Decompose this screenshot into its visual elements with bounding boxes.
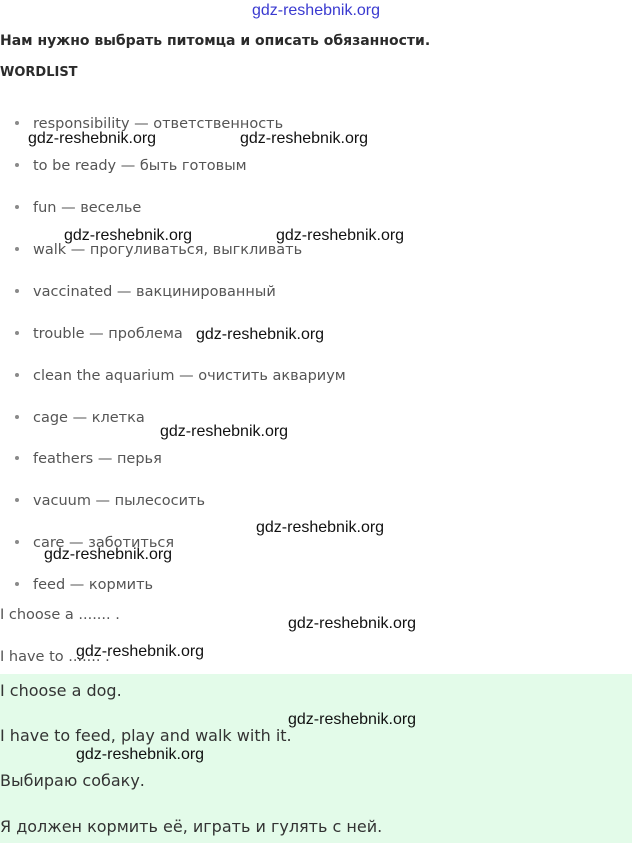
bullet-icon xyxy=(15,456,19,460)
bullet-icon xyxy=(15,498,19,502)
wordlist-item-text: clean the aquarium — очистить аквариум xyxy=(33,368,346,384)
watermark: gdz-reshebnik.org xyxy=(160,423,289,440)
wordlist-item-text: feathers — перья xyxy=(33,451,162,467)
watermark: gdz-reshebnik.org xyxy=(76,643,205,660)
wordlist-item-text: walk — прогуливаться, выгкливать xyxy=(33,242,303,258)
wordlist-item-text: cage — клетка xyxy=(33,410,145,426)
watermark: gdz-reshebnik.org xyxy=(28,130,157,147)
bullet-icon xyxy=(15,540,19,544)
task-description: Нам нужно выбрать питомца и описать обязанности. xyxy=(0,33,431,49)
wordlist-item-text: care — заботиться xyxy=(33,535,175,551)
bullet-icon xyxy=(15,247,19,251)
answer-line: Выбираю собаку. xyxy=(0,771,145,790)
watermark: gdz-reshebnik.org xyxy=(288,615,417,632)
answer-line: Я должен кормить её, играть и гулять с ней. xyxy=(0,817,383,836)
prompt-have-to: I have to ....... . xyxy=(0,649,110,665)
wordlist-item-text: vaccinated — вакцинированный xyxy=(33,284,276,300)
wordlist-title: WORDLIST xyxy=(0,65,78,80)
bullet-icon xyxy=(15,331,19,335)
watermark: gdz-reshebnik.org xyxy=(256,519,385,536)
bullet-icon xyxy=(15,415,19,419)
bullet-icon xyxy=(15,373,19,377)
watermark: gdz-reshebnik.org xyxy=(240,130,369,147)
wordlist-item-text: fun — веселье xyxy=(33,200,142,216)
answer-line: I choose a dog. xyxy=(0,681,122,700)
wordlist-item-text: trouble — проблема xyxy=(33,326,183,342)
bullet-icon xyxy=(15,205,19,209)
bullet-icon xyxy=(15,163,19,167)
answer-line: I have to feed, play and walk with it. xyxy=(0,726,292,745)
watermark: gdz-reshebnik.org xyxy=(288,711,417,728)
prompt-choose: I choose a ....... . xyxy=(0,607,120,623)
watermark-top: gdz-reshebnik.org xyxy=(251,2,381,19)
bullet-icon xyxy=(15,289,19,293)
watermark: gdz-reshebnik.org xyxy=(276,227,405,244)
wordlist-item-text: feed — кормить xyxy=(33,577,154,593)
bullet-icon xyxy=(15,582,19,586)
wordlist-item-text: vacuum — пылесосить xyxy=(33,493,206,509)
wordlist-item-text: to be ready — быть готовым xyxy=(33,158,247,174)
watermark: gdz-reshebnik.org xyxy=(196,326,325,343)
watermark: gdz-reshebnik.org xyxy=(64,227,193,244)
wordlist-item-text: responsibility — ответственность xyxy=(33,116,284,132)
watermark: gdz-reshebnik.org xyxy=(76,746,205,763)
bullet-icon xyxy=(15,121,19,125)
watermark: gdz-reshebnik.org xyxy=(44,546,173,563)
